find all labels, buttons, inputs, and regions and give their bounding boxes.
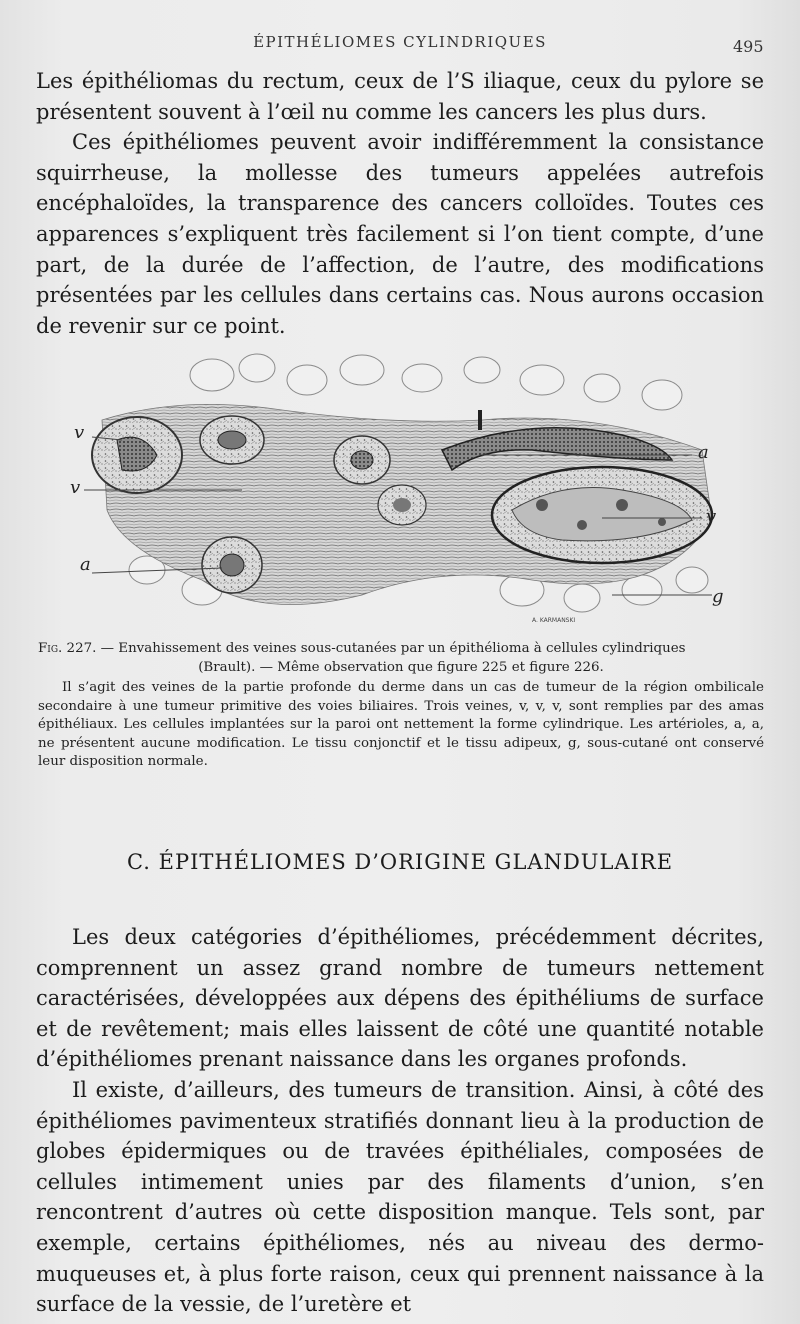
vein-top-left (92, 417, 182, 493)
label-a-right: a (698, 442, 709, 463)
caption-body: Il s’agit des veines de la partie profonde du derme dans un cas de tumeur de la région ombilicale secondaire à une tumeur primitive des voies biliaires. Trois veines, v, v, v, sont remplies par des amas épithéliaux. Les cellules implantées sur la paroi ont nettement la forme cylindrique. Les artérioles, a, a, ne présentent aucune modification. Le tissu conjonctif et le tissu adipeux, g, sous-cutané ont conservé leur disposition normale. (38, 680, 764, 769)
caption-title-continued: (Brault). — Même observation que figure 225 et figure 226. (198, 659, 604, 675)
vertical-mark (478, 410, 482, 430)
section-heading: C. ÉPITHÉLIOMES D’ORIGINE GLANDULAIRE (126, 850, 674, 874)
histology-figure (62, 340, 742, 630)
engraver-signature: A. KARMANSKI (532, 617, 576, 624)
label-g-right: g (712, 586, 724, 607)
caption-fig-label: Fig. 227. (38, 641, 97, 656)
label-v-top-left: v (74, 422, 85, 443)
arteriole-bottom-left (202, 537, 262, 593)
label-v-right: v (706, 506, 717, 527)
label-v-mid-left: v (70, 477, 81, 498)
running-title: ÉPITHÉLIOMES CYLINDRIQUES (253, 33, 547, 51)
paragraph: Ces épithéliomes peuvent avoir indifféremment la consistance squirrheuse, la mollesse des tumeurs appelées autrefois encéphaloïdes, la transparence des cancers colloïdes. Toutes ces apparences s’expliquent très facilement si l’on tient compte, d’une part, de la durée de l’affection, de l’autre, des modifications présentées par les cellules dans certains cas. Nous aurons occasion de revenir sur ce point. (36, 130, 764, 338)
caption-title: — Envahissement des veines sous-cutanées par un épithélioma à cellules cylindriques (100, 641, 686, 656)
histology-engraving (62, 340, 742, 630)
paragraph: Il existe, d’ailleurs, des tumeurs de transition. Ainsi, à côté des épithéliomes pavimenteux stratifiés donnant lieu à la production de globes épidermiques ou de travées épithéliales, composées de cellules intimement unies par des filaments d’union, s’en rencontrent d’autres où cette disposition manque. Tels sont, par exemple, certains épithéliomes, nés au niveau des dermo-muqueuses et, à plus forte raison, ceux qui prennent naissance à la surface de la vessie, de l’uretère et (36, 1077, 764, 1317)
arteriole-left (200, 416, 264, 464)
bottom-text-block (36, 922, 764, 1320)
vein-right (492, 467, 712, 563)
top-text-block (36, 66, 764, 341)
page-number: 495 (733, 37, 764, 56)
caption-title-line (38, 640, 764, 659)
label-a-bottom-left: a (80, 554, 91, 575)
figure-caption (38, 640, 764, 772)
paragraph: Les épithéliomas du rectum, ceux de l’S iliaque, ceux du pylore se présentent souvent à l’œil nu comme les cancers les plus durs. (36, 69, 764, 124)
paragraph: Les deux catégories d’épithéliomes, précédemment décrites, comprennent un assez grand nombre de tumeurs nettement caractérisées, développées aux dépens des épithéliums de surface et de revêtement; mais elles laissent de côté une quantité notable d’épithéliomes prenant naissance dans les organes profonds. (36, 925, 764, 1072)
